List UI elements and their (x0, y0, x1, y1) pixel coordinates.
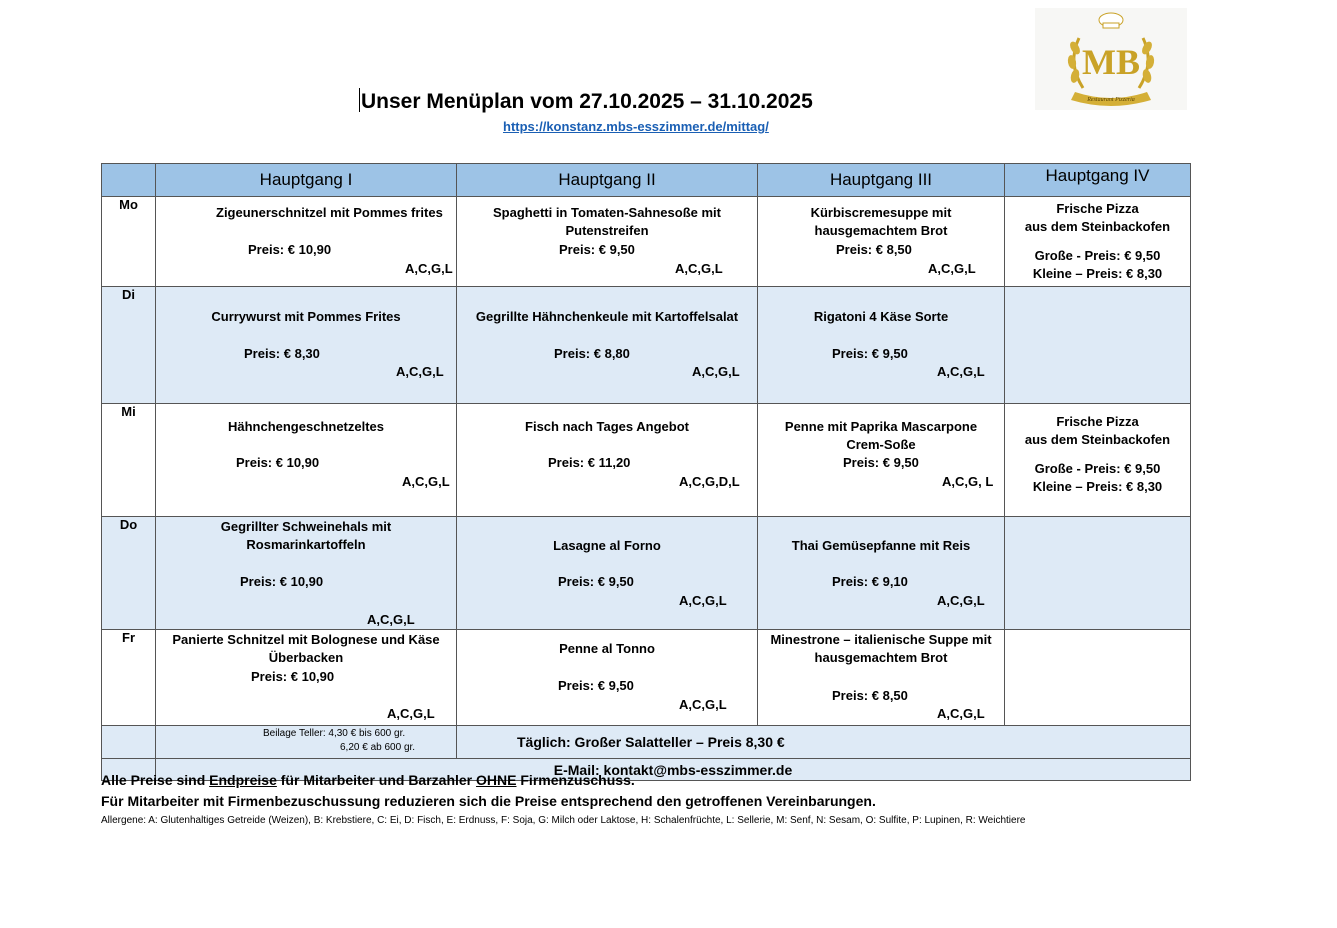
side-plate-line-1: Beilage Teller: 4,30 € bis 600 gr. (263, 728, 406, 739)
dish-allergens: A,C,G,L (387, 706, 435, 721)
side-plate-line-2: 6,20 € ab 600 gr. (340, 742, 416, 753)
pizza-small-price: Kleine – Preis: € 8,30 (1032, 479, 1163, 494)
dish-name: Zigeunerschnitzel mit Pommes frites (216, 205, 443, 220)
pizza-cell-empty (1005, 630, 1191, 726)
dish-price: Preis: € 8,50 (832, 688, 908, 703)
header-hauptgang-1: Hauptgang I (156, 164, 457, 197)
salad-cell (457, 726, 1191, 759)
page-title (359, 88, 813, 114)
row-sides (102, 726, 1191, 759)
dish-name: Rigatoni 4 Käse Sorte (813, 309, 949, 324)
dish-allergens: A,C,G,D,L (679, 474, 740, 489)
dish-name: Lasagne al Forno (553, 538, 661, 553)
dish-price: Preis: € 8,30 (244, 346, 320, 361)
day-label: Fr (102, 630, 156, 726)
dish-price: Preis: € 10,90 (236, 455, 320, 470)
sides-empty (102, 726, 156, 759)
pizza-large-price: Große - Preis: € 9,50 (1034, 461, 1161, 476)
dish-name: Minestrone – italienische Suppe mit hausgemachtem Brot (770, 632, 992, 665)
menu-cell (457, 517, 758, 630)
dish-name: Thai Gemüsepfanne mit Reis (791, 538, 971, 553)
menu-cell (758, 404, 1005, 517)
header-hauptgang-3: Hauptgang III (758, 164, 1005, 197)
logo-ribbon-text: Restaurant Pizzeria (1087, 97, 1135, 103)
dish-allergens: A,C,G,L (937, 706, 985, 721)
dish-name: Fisch nach Tages Angebot (525, 419, 689, 434)
row-monday (102, 197, 1191, 287)
contact-email[interactable]: E-Mail: kontakt@mbs-esszimmer.de (553, 761, 793, 778)
pizza-cell-empty (1005, 517, 1191, 630)
pizza-cell (1005, 404, 1191, 517)
dish-allergens: A,C,G,L (402, 474, 450, 489)
dish-name: Kürbiscremesuppe mit hausgemachtem Brot (810, 205, 952, 238)
dish-allergens: A,C,G,L (937, 364, 985, 379)
subsidy-note: Für Mitarbeiter mit Firmenbezuschussung reduzieren sich die Preise entsprechend den getroffenen Vereinbarungen. (101, 793, 876, 809)
page-title-text: Unser Menüplan vom 27.10.2025 – 31.10.2025 (361, 90, 813, 113)
row-tuesday (102, 287, 1191, 404)
dish-allergens: A,C,G,L (396, 364, 444, 379)
row-wednesday (102, 404, 1191, 517)
dish-name: Hähnchengeschnetzeltes (227, 419, 385, 434)
salad-offer: Täglich: Großer Salatteller – Preis 8,30 € (517, 734, 785, 750)
dish-name: Spaghetti in Tomaten-Sahnesoße mit Putenstreifen (492, 205, 721, 238)
allergen-legend: Allergene: A: Glutenhaltiges Getreide (Weizen), B: Krebstiere, C: Ei, D: Fisch, E: Erdnuss, F: Soja, G: Milch oder Laktose, H: Schalenfrüchte, L: Sellerie, M: Senf, N: Sesam, O: Sulfite, P: Lupinen, R: Weichtiere (101, 815, 1026, 826)
menu-cell (457, 404, 758, 517)
dish-name: Gegrillter Schweinehals mit Rosmarinkartoffeln (220, 519, 392, 552)
dish-allergens: A,C,G,L (928, 261, 976, 276)
dish-price: Preis: € 9,50 (558, 678, 634, 693)
dish-allergens: A,C,G,L (367, 612, 415, 627)
dish-allergens: A,C,G,L (937, 593, 985, 608)
price-note-ohne: OHNE (476, 772, 517, 788)
menu-cell (156, 197, 457, 287)
menu-cell (758, 287, 1005, 404)
pizza-cell-empty (1005, 287, 1191, 404)
header-hauptgang-2: Hauptgang II (457, 164, 758, 197)
menu-cell (156, 287, 457, 404)
text-cursor (359, 88, 360, 112)
price-note (101, 772, 635, 788)
menu-cell (156, 517, 457, 630)
price-note-endpreise: Endpreise (209, 772, 277, 788)
menu-cell (156, 630, 457, 726)
pizza-title: Frische Pizza (1056, 201, 1139, 216)
header-empty (102, 164, 156, 197)
day-label: Mi (102, 404, 156, 517)
menu-cell (758, 517, 1005, 630)
dish-price: Preis: € 9,50 (558, 574, 634, 589)
dish-price: Preis: € 10,90 (251, 669, 335, 684)
day-label: Do (102, 517, 156, 630)
pizza-title: Frische Pizza (1056, 414, 1139, 429)
dish-price: Preis: € 9,50 (559, 242, 635, 257)
dish-allergens: A,C,G,L (692, 364, 740, 379)
row-thursday (102, 517, 1191, 630)
day-label: Mo (102, 197, 156, 287)
dish-price: Preis: € 8,50 (836, 242, 912, 257)
pizza-large-price: Große - Preis: € 9,50 (1034, 248, 1161, 263)
pizza-small-price: Kleine – Preis: € 8,30 (1032, 266, 1163, 281)
menu-url-link[interactable]: https://konstanz.mbs-esszimmer.de/mittag/ (503, 119, 769, 134)
row-friday (102, 630, 1191, 726)
dish-price: Preis: € 9,50 (843, 455, 919, 470)
dish-price: Preis: € 8,80 (554, 346, 630, 361)
dish-name: Penne al Tonno (559, 641, 655, 656)
day-label: Di (102, 287, 156, 404)
restaurant-logo (1035, 8, 1187, 110)
dish-price: Preis: € 9,10 (832, 574, 908, 589)
dish-allergens: A,C,G,L (679, 697, 727, 712)
price-note-part: Alle Preise sind (101, 772, 210, 788)
pizza-cell (1005, 197, 1191, 287)
menu-cell (457, 197, 758, 287)
logo-monogram: MB (1082, 42, 1140, 82)
menu-cell (457, 287, 758, 404)
menu-cell (758, 197, 1005, 287)
pizza-subtitle: aus dem Steinbackofen (1024, 219, 1171, 234)
pizza-subtitle: aus dem Steinbackofen (1024, 432, 1171, 447)
dish-price: Preis: € 10,90 (248, 242, 332, 257)
dish-name: Currywurst mit Pommes Frites (211, 309, 401, 324)
side-plate-cell (156, 726, 457, 759)
dish-price: Preis: € 10,90 (240, 574, 324, 589)
menu-table (101, 163, 1191, 781)
dish-allergens: A,C,G, L (942, 474, 994, 489)
menu-cell (156, 404, 457, 517)
dish-allergens: A,C,G,L (675, 261, 723, 276)
dish-name: Panierte Schnitzel mit Bolognese und Käse Überbacken (172, 632, 440, 665)
dish-price: Preis: € 9,50 (832, 346, 908, 361)
dish-name: Gegrillte Hähnchenkeule mit Kartoffelsalat (475, 309, 739, 324)
dish-name: Penne mit Paprika Mascarpone Crem-Soße (784, 419, 978, 452)
price-note-part: für Mitarbeiter und Barzahler (276, 772, 477, 788)
dish-allergens: A,C,G,L (405, 261, 453, 276)
price-note-part: Firmenzuschuss. (516, 772, 635, 788)
dish-allergens: A,C,G,L (679, 593, 727, 608)
menu-cell (457, 630, 758, 726)
header-hauptgang-4: Hauptgang IV (1005, 164, 1191, 197)
menu-cell (758, 630, 1005, 726)
dish-price: Preis: € 11,20 (548, 455, 631, 470)
